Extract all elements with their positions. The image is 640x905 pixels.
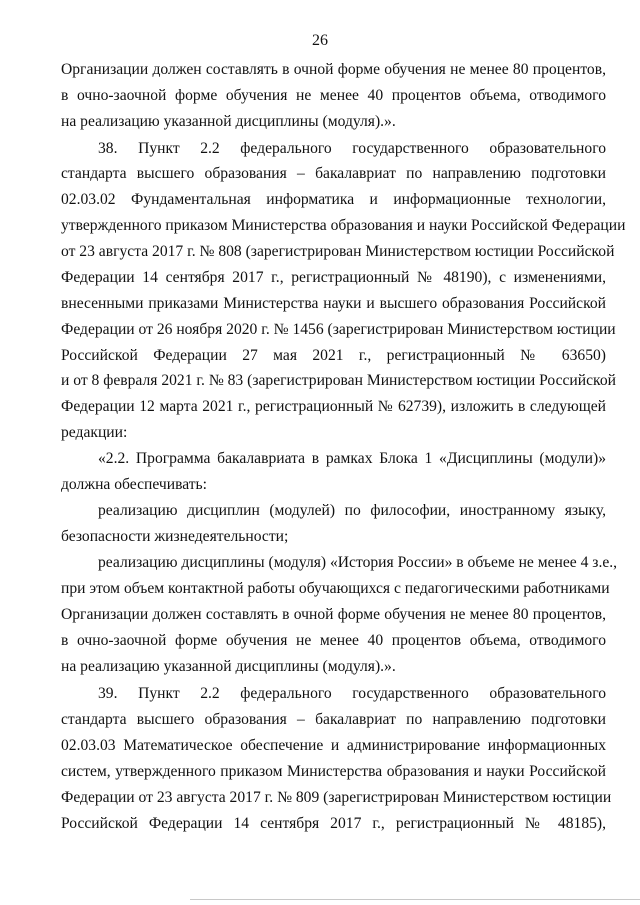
text-line: Российской Федерации 14 сентября 2017 г., регистрационный № 48185),	[61, 815, 606, 832]
text-line: в очно-заочной форме обучения не менее 40 процентов объема, отводимого	[61, 87, 606, 104]
paragraph-39-first-line: 39. Пункт 2.2 федерального государственного образовательного	[98, 685, 606, 702]
text-line: 02.03.02 Фундаментальная информатика и информационные технологии,	[61, 191, 606, 208]
text-line: Федерации 12 марта 2021 г., регистрационный № 62739), изложить в следующей	[61, 398, 606, 415]
text-line: утвержденного приказом Министерства образования и науки Российской Федерации	[61, 217, 626, 234]
page-number: 26	[312, 32, 328, 49]
text-line: Организации должен составлять в очной форме обучения не менее 80 процентов,	[61, 61, 606, 78]
paragraph-38-first-line: 38. Пункт 2.2 федерального государственного образовательного	[98, 140, 606, 157]
text-line: стандарта высшего образования – бакалавриат по направлению подготовки	[61, 711, 606, 728]
text-line: в очно-заочной форме обучения не менее 40 процентов объема, отводимого	[61, 632, 606, 649]
text-line: при этом объем контактной работы обучающихся с педагогическими работниками	[61, 580, 610, 597]
quoted-item-heading: «2.2. Программа бакалавриата в рамках Блока 1 «Дисциплины (модули)»	[98, 450, 606, 467]
scan-edge-divider	[190, 899, 640, 900]
text-line: редакции:	[61, 424, 128, 441]
text-line: безопасности жизнедеятельности;	[61, 528, 289, 545]
text-line: Федерации 14 сентября 2017 г., регистрационный № 48190), с изменениями,	[61, 269, 606, 286]
text-line: и от 8 февраля 2021 г. № 83 (зарегистрирован Министерством юстиции Российской	[61, 372, 616, 389]
list-item-first-line: реализацию дисциплины (модуля) «История России» в объеме не менее 4 з.е.,	[98, 554, 618, 571]
text-line: внесенными приказами Министерства науки и высшего образования Российской	[61, 295, 606, 312]
text-line: Российской Федерации 27 мая 2021 г., регистрационный № 63650)	[61, 347, 606, 364]
list-item-first-line: реализацию дисциплин (модулей) по философии, иностранному языку,	[98, 502, 606, 519]
text-line: систем, утвержденного приказом Министерства образования и науки Российской	[61, 763, 606, 780]
text-line: Федерации от 26 ноября 2020 г. № 1456 (зарегистрирован Министерством юстиции	[61, 321, 616, 338]
text-line: Организации должен составлять в очной форме обучения не менее 80 процентов,	[61, 606, 606, 623]
text-line: 02.03.03 Математическое обеспечение и администрирование информационных	[61, 737, 606, 754]
text-line: должна обеспечивать:	[61, 476, 208, 493]
text-line: на реализацию указанной дисциплины (модуля).».	[61, 658, 396, 675]
text-line: Федерации от 23 августа 2017 г. № 809 (зарегистрирован Министерством юстиции	[61, 789, 612, 806]
text-line: стандарта высшего образования – бакалавриат по направлению подготовки	[61, 165, 606, 182]
text-line: от 23 августа 2017 г. № 808 (зарегистрирован Министерством юстиции Российской	[61, 243, 615, 260]
text-line: на реализацию указанной дисциплины (модуля).».	[61, 113, 396, 130]
